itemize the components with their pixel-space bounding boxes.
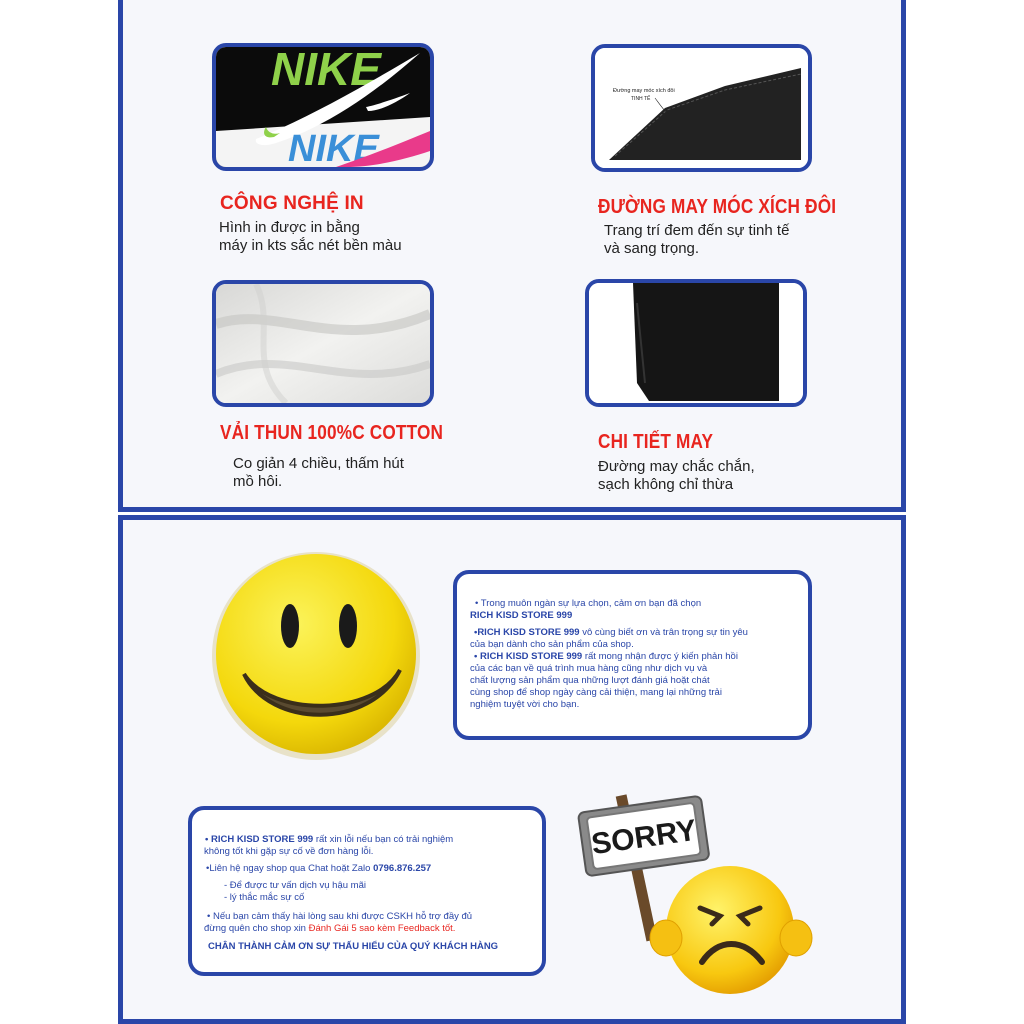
feature-desc-detail: Đường may chắc chắn, sạch không chỉ thừa [598,458,755,493]
cotton-image [216,284,430,403]
thanks-message-box: • Trong muôn ngàn sự lựa chọn, cảm ơn bạn đã chọn RICH KISD STORE 999 •RICH KISD STORE 999 vô cùng biết ơn và trân trọng sự tin yêu của bạn dành cho sản phẩm của shop. • RICH KISD STORE 999 rất mong nhận được ý kiến phản hồi của các bạn về quá trình mua hàng cũng như dịch vụ và chất lượng sản phẩm qua những lượt đánh giá hoặt chát cùng shop để shop ngày càng cải thiện, mang lại những trải nghiệm tuyệt vời cho bạn. [453,570,812,740]
feature-title-stitch: ĐƯỜNG MAY MÓC XÍCH ĐÔI [598,196,837,218]
stitch-image [595,48,808,168]
sorry-message-box: • RICH KISD STORE 999 rất xin lỗi nếu bạn có trải nghiệm không tốt khi gặp sự cố về đơn hàng lỗi. •Liên hệ ngay shop qua Chat hoặt Zalo 0796.876.257 - Để được tư vấn dịch vụ hậu mãi - lý thắc mắc sự cố • Nếu bạn cảm thấy hài lòng sau khi được CSKH hỗ trợ đầy đủ đừng quên cho shop xin Đánh Gái 5 sao kèm Feedback tốt. CHÂN THÀNH CẢM ƠN SỰ THẤU HIỂU CỦA QUÝ KHÁCH HÀNG [188,806,546,976]
smiley-happy-icon [210,550,426,766]
sorry-sign-illustration [574,790,834,1010]
cotton-image-card [212,280,434,407]
stitch-image-card [591,44,812,172]
feature-title-cotton: VẢI THUN 100%C COTTON [220,422,444,444]
feature-title-detail: CHI TIẾT MAY [598,431,714,453]
sorry-sign-text: SORRY [589,813,699,862]
stitch-label-1: Đường may móc xích đôi [613,88,675,94]
feature-title-print: CÔNG NGHỆ IN [220,193,364,214]
print-image [216,47,430,167]
feature-desc-stitch: Trang trí đem đến sự tinh tế và sang trọng. [604,222,790,257]
feature-desc-print: Hình in được in bằng máy in kts sắc nét bền màu [219,219,402,254]
feature-desc-cotton: Co giản 4 chiều, thấm hút mồ hôi. [233,455,404,490]
print-image-card [212,43,434,171]
detail-image [589,283,803,403]
stitch-label-2: TINH TẾ [631,96,651,102]
detail-image-card [585,279,807,407]
print-brand-bottom: NIKE [288,128,379,167]
print-brand-top: NIKE [271,47,381,95]
